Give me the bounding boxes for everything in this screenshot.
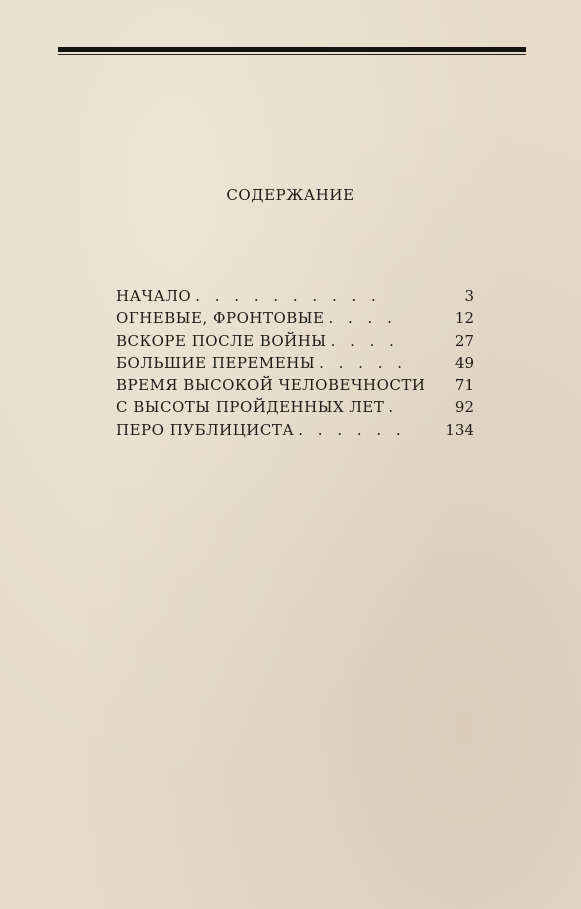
toc-entry bbox=[116, 332, 474, 354]
toc-entry-title: С ВЫСОТЫ ПРОЙДЕННЫХ ЛЕТ bbox=[116, 398, 385, 417]
toc-leader-dots: . . . . bbox=[330, 331, 399, 350]
toc-entry bbox=[116, 421, 474, 443]
toc-page-number: 71 bbox=[454, 376, 474, 395]
contents-heading: СОДЕРЖАНИЕ bbox=[226, 186, 355, 204]
toc-entry bbox=[116, 287, 474, 309]
toc-leader-dots: . . . . . bbox=[319, 353, 408, 372]
toc-page-number: 134 bbox=[445, 420, 474, 439]
header-rule-thin bbox=[58, 54, 526, 55]
toc-entry bbox=[116, 376, 474, 398]
toc-entry bbox=[116, 309, 474, 331]
toc-entry-title: ВРЕМЯ ВЫСОКОЙ ЧЕЛОВЕЧНОСТИ bbox=[116, 376, 426, 395]
toc-page-number: 49 bbox=[454, 353, 474, 372]
toc-entry-title: НАЧАЛО bbox=[116, 287, 192, 305]
toc-page-number: 92 bbox=[454, 398, 474, 417]
toc-entry bbox=[116, 398, 474, 420]
toc-entry bbox=[116, 354, 474, 376]
toc-leader-dots: . . . . . . . . . . bbox=[195, 287, 381, 305]
toc-page-number: 3 bbox=[464, 287, 474, 305]
toc-entry-title: ОГНЕВЫЕ, ФРОНТОВЫЕ bbox=[116, 309, 325, 328]
toc-page-number: 27 bbox=[454, 331, 474, 350]
header-rule-thick bbox=[58, 47, 526, 52]
toc-page-number: 12 bbox=[454, 309, 474, 328]
toc-entry-title: БОЛЬШИЕ ПЕРЕМЕНЫ bbox=[116, 353, 316, 372]
toc-entry-title: ПЕРО ПУБЛИЦИСТА bbox=[116, 420, 295, 439]
toc-leader-dots: . . . . . . bbox=[298, 420, 406, 439]
toc-leader-dots: . bbox=[388, 398, 399, 417]
toc-entry-title: ВСКОРЕ ПОСЛЕ ВОЙНЫ bbox=[116, 331, 327, 350]
table-of-contents bbox=[116, 287, 474, 443]
toc-leader-dots: . . . . bbox=[328, 309, 397, 328]
